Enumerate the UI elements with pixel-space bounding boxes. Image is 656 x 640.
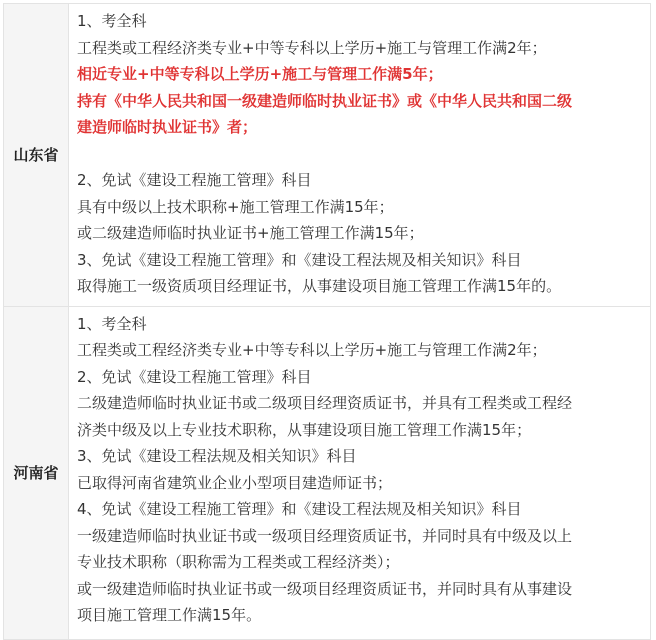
province-cell [4, 306, 69, 639]
requirement-line: 专业技术职称（职称需为工程类或工程经济类）； [77, 553, 400, 571]
requirement-line: 建造师临时执业证书》者； [77, 118, 258, 136]
requirement-line: 济类中级及以上专业技术职称，从事建设项目施工管理工作满15年； [77, 420, 532, 439]
requirement-line: 2、免试《建设工程施工管理》科目 [77, 367, 312, 386]
requirements-document [3, 3, 651, 624]
requirement-line: 已取得河南省建筑业企业小型项目建造师证书； [77, 473, 393, 492]
province-label: 河南省 [13, 464, 59, 482]
requirement-line: 一级建造师临时执业证书或一级项目经理资质证书，并同时具有中级及以上 [77, 526, 573, 545]
requirement-line: 项目施工管理工作满15年。 [77, 606, 262, 624]
requirements-table [3, 3, 651, 640]
spacer-line [77, 141, 640, 168]
requirement-line: 相近专业+中等专科以上学历+施工与管理工作满5年； [77, 65, 443, 83]
requirement-line: 具有中级以上技术职称+施工管理工作满15年； [77, 197, 394, 216]
requirements-cell [69, 306, 651, 639]
requirement-line: 取得施工一级资质项目经理证书，从事建设项目施工管理工作满15年的。 [77, 277, 562, 295]
province-cell [4, 4, 69, 307]
requirement-line: 或一级建造师临时执业证书或一级项目经理资质证书，并同时具有从事建设 [77, 579, 573, 598]
requirement-line: 4、免试《建设工程施工管理》和《建设工程法规及相关知识》科目 [77, 500, 522, 518]
requirement-line: 工程类或工程经济类专业+中等专科以上学历+施工与管理工作满2年； [77, 341, 547, 359]
requirement-line: 1、考全科 [77, 314, 147, 333]
province-label: 山东省 [13, 146, 59, 165]
requirements-cell [69, 4, 651, 307]
requirement-line: 1、考全科 [77, 12, 147, 30]
table-row-henan [4, 306, 651, 639]
requirement-line: 2、免试《建设工程施工管理》科目 [77, 171, 312, 189]
requirement-line: 3、免试《建设工程施工管理》和《建设工程法规及相关知识》科目 [77, 250, 522, 269]
table-row-shandong [4, 4, 651, 307]
requirement-line: 或二级建造师临时执业证书+施工管理工作满15年； [77, 224, 424, 242]
requirement-line: 工程类或工程经济类专业+中等专科以上学历+施工与管理工作满2年； [77, 38, 547, 57]
requirement-line: 持有《中华人民共和国一级建造师临时执业证书》或《中华人民共和国二级 [77, 91, 573, 110]
requirement-line: 二级建造师临时执业证书或二级项目经理资质证书，并具有工程类或工程经 [77, 394, 573, 412]
requirement-line: 3、免试《建设工程法规及相关知识》科目 [77, 447, 357, 465]
